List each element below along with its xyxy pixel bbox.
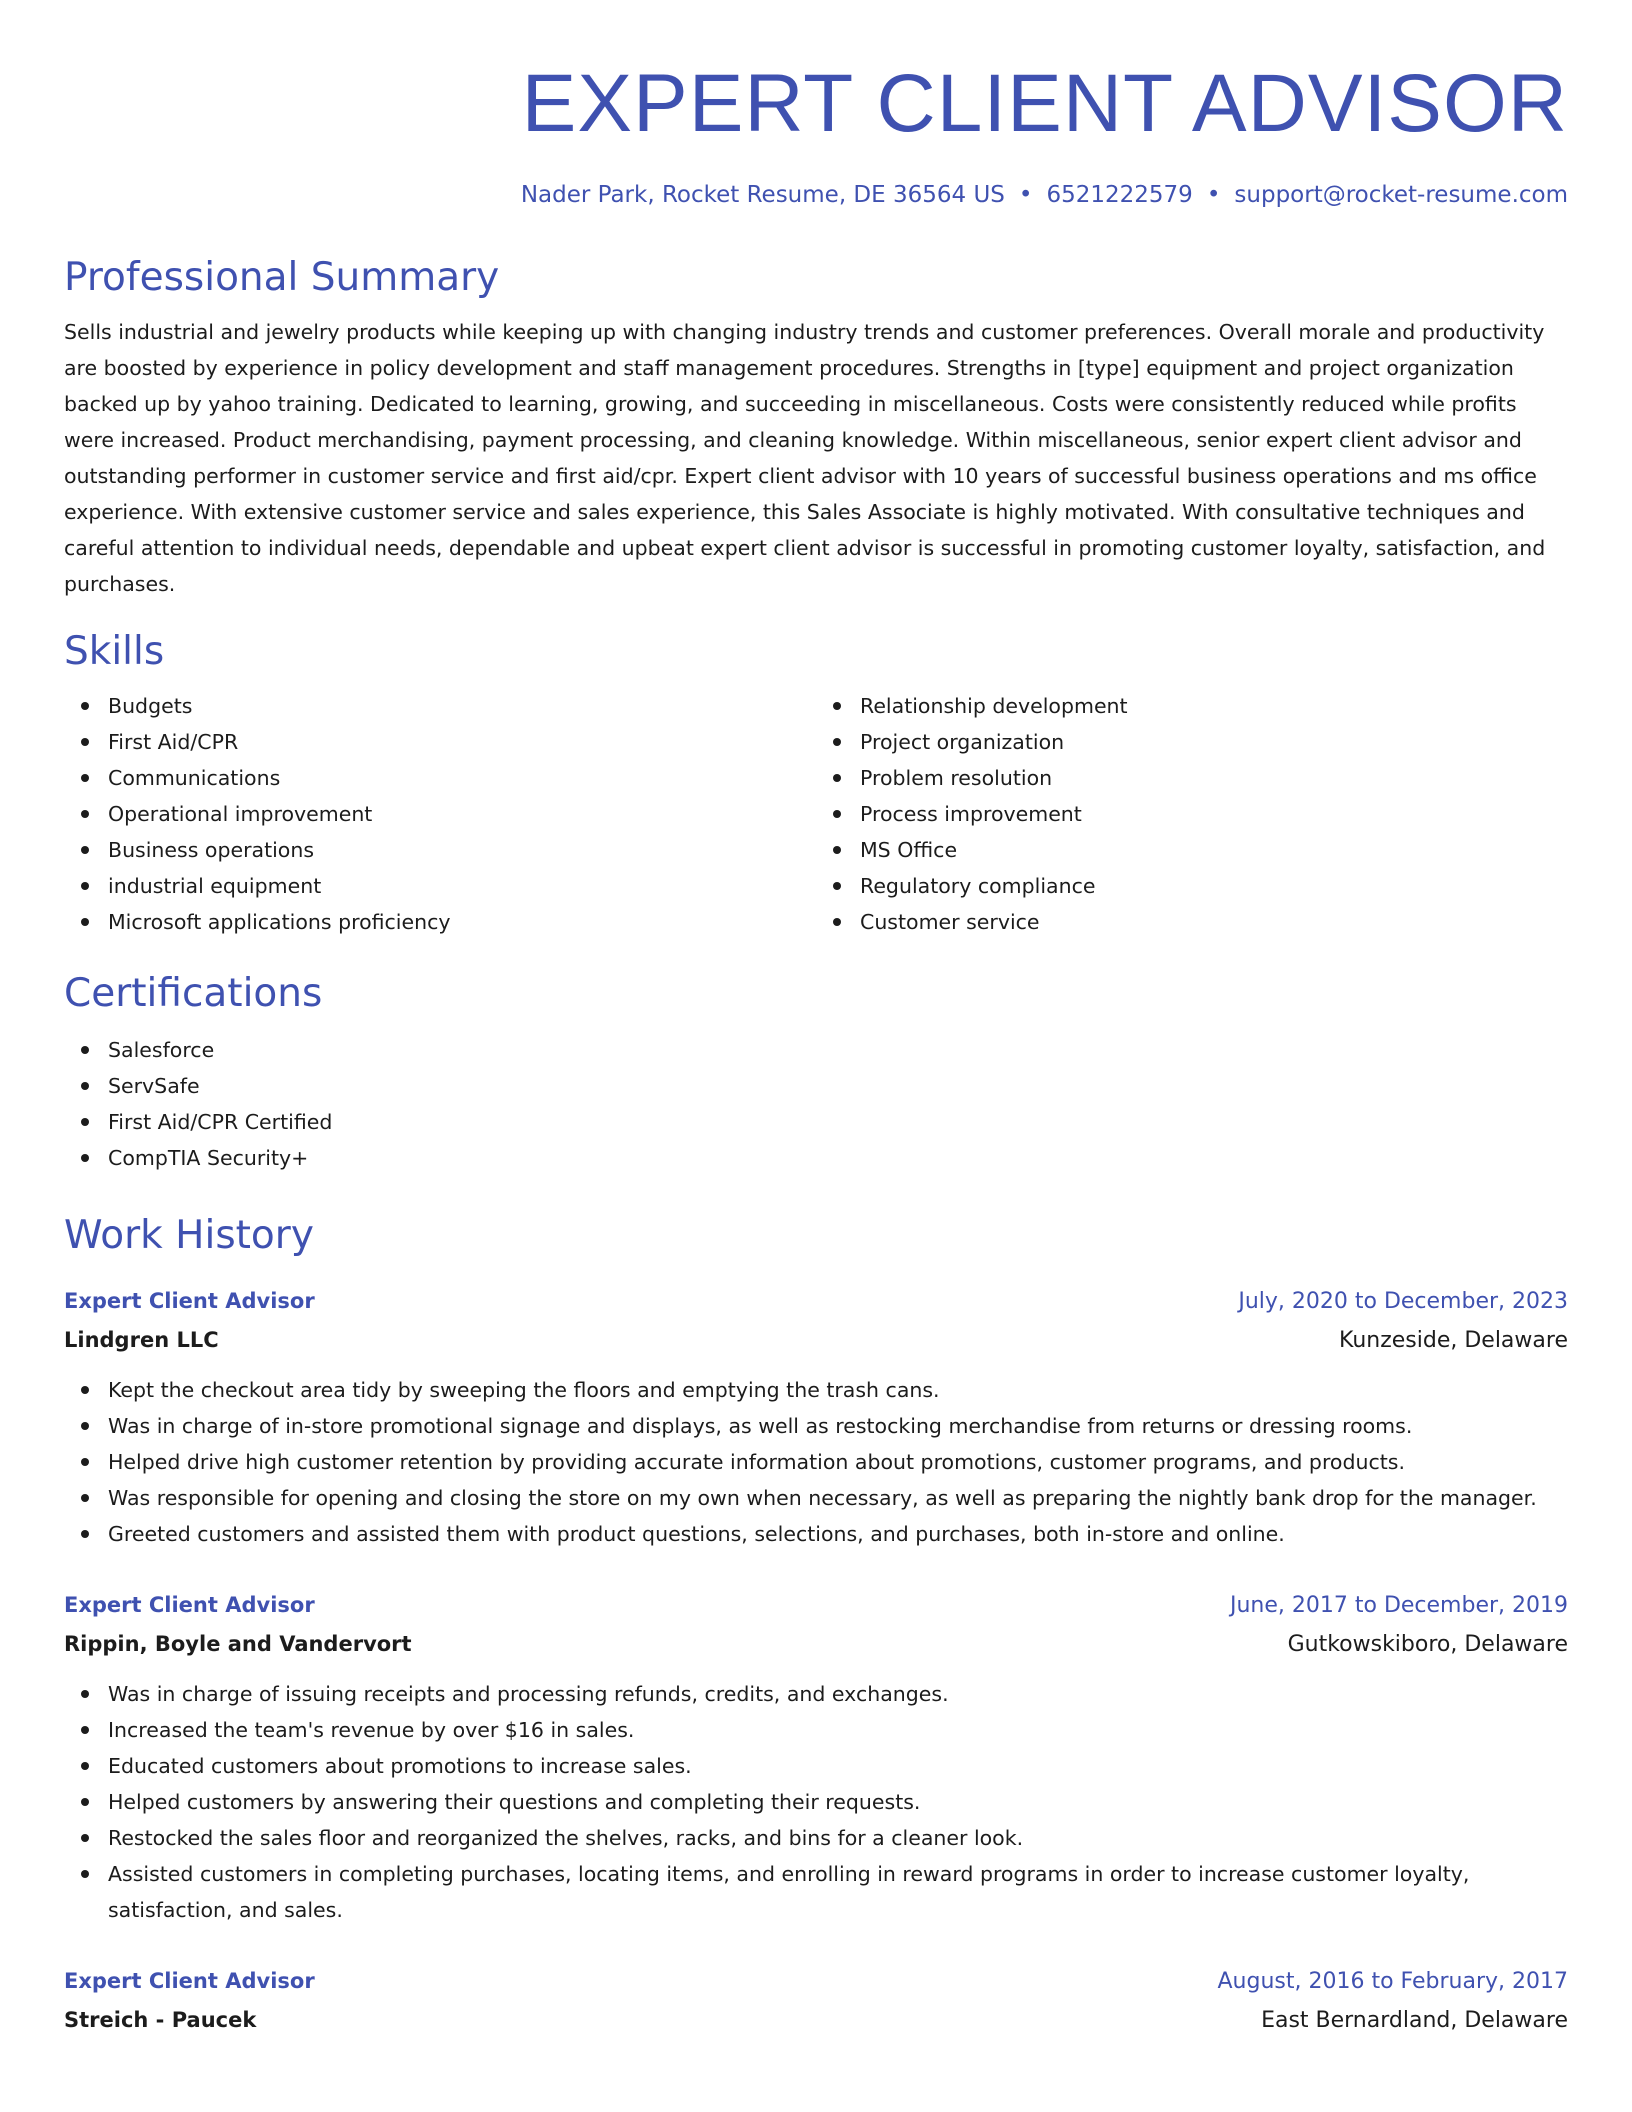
job-company: Lindgren LLC <box>64 1328 219 1352</box>
job-title: Expert Client Advisor <box>64 1969 315 1993</box>
skill-item: Process improvement <box>860 796 1568 832</box>
job-title: Expert Client Advisor <box>64 1289 315 1313</box>
job-bullet: Helped drive high customer retention by providing accurate information about promotions, customer programs, and products. <box>108 1444 1568 1480</box>
job-bullet: Assisted customers in completing purchases, locating items, and enrolling in reward programs in order to increase customer loyalty, satisfaction, and sales. <box>108 1856 1568 1928</box>
certification-item: First Aid/CPR Certified <box>108 1104 1568 1140</box>
job-location: East Bernardland, Delaware <box>1261 2008 1568 2033</box>
job-bullet: Kept the checkout area tidy by sweeping the floors and emptying the trash cans. <box>108 1372 1568 1408</box>
resume-page <box>64 0 1568 2040</box>
skills-column-left <box>64 688 816 940</box>
certifications-heading: Certifications <box>64 971 323 1016</box>
job-entry <box>64 1282 1568 1552</box>
job-bullets <box>64 1372 1568 1552</box>
job-company: Streich - Paucek <box>64 2008 257 2032</box>
summary-heading: Professional Summary <box>64 255 500 300</box>
job-dates: June, 2017 to December, 2019 <box>1229 1593 1568 1618</box>
summary-text: Sells industrial and jewelry products while keeping up with changing industry trends and customer preferences. Overall morale and productivity are boosted by experience in policy development and staff management procedures. Strengths in [type] equipment and project organization backed up by yahoo training. Dedicated to learning, growing, and succeeding in miscellaneous. Costs were consistently reduced while profits were increased. Product merchandising, payment processing, and cleaning knowledge. Within miscellaneous, senior expert client advisor and outstanding performer in customer service and first aid/cpr. Expert client advisor with 10 years of successful business operations and ms office experience. With extensive customer service and sales experience, this Sales Associate is highly motivated. With consultative techniques and careful attention to individual needs, dependable and upbeat expert client advisor is successful in promoting customer loyalty, satisfaction, and purchases. <box>64 320 1546 596</box>
skill-item: MS Office <box>860 832 1568 868</box>
contact-phone[interactable]: 6521222579 <box>1046 182 1193 208</box>
job-bullets <box>64 1676 1568 1928</box>
certification-item: ServSafe <box>108 1068 1568 1104</box>
job-bullet: Helped customers by answering their questions and completing their requests. <box>108 1784 1568 1820</box>
job-dates: July, 2020 to December, 2023 <box>1238 1289 1568 1314</box>
contact-email[interactable]: support@rocket-resume.com <box>1234 182 1568 208</box>
skill-item: Relationship development <box>860 688 1568 724</box>
skill-item: Communications <box>108 760 816 796</box>
job-bullet: Was responsible for opening and closing the store on my own when necessary, as well as preparing the nightly bank drop for the manager. <box>108 1480 1568 1516</box>
job-location: Kunzeside, Delaware <box>1338 1328 1568 1353</box>
skill-item: Microsoft applications proficiency <box>108 904 816 940</box>
skill-item: Operational improvement <box>108 796 816 832</box>
skill-item: Budgets <box>108 688 816 724</box>
job-entry <box>64 1586 1568 1928</box>
job-bullet: Greeted customers and assisted them with product questions, selections, and purchases, both in-store and online. <box>108 1516 1568 1552</box>
job-bullet: Restocked the sales floor and reorganized the shelves, racks, and bins for a cleaner look. <box>108 1820 1568 1856</box>
skill-item: Regulatory compliance <box>860 868 1568 904</box>
skill-item: industrial equipment <box>108 868 816 904</box>
certification-item: Salesforce <box>108 1032 1568 1068</box>
skills-column-right <box>816 688 1568 940</box>
job-entry <box>64 1962 1568 2040</box>
contact-line <box>64 180 1568 210</box>
certification-item: CompTIA Security+ <box>108 1140 1568 1176</box>
work-history-heading: Work History <box>64 1213 314 1258</box>
job-bullet: Was in charge of in-store promotional signage and displays, as well as restocking merchandise from returns or dressing rooms. <box>108 1408 1568 1444</box>
job-title: Expert Client Advisor <box>64 1593 315 1617</box>
job-dates: August, 2016 to February, 2017 <box>1217 1969 1568 1994</box>
skills-list <box>64 688 1568 940</box>
skills-heading: Skills <box>64 629 165 674</box>
skill-item: Customer service <box>860 904 1568 940</box>
contact-separator: • <box>1206 182 1221 208</box>
skill-item: Business operations <box>108 832 816 868</box>
contact-address: Nader Park, Rocket Resume, DE 36564 US <box>520 182 1005 208</box>
job-company: Rippin, Boyle and Vandervort <box>64 1632 412 1656</box>
job-bullet: Educated customers about promotions to increase sales. <box>108 1748 1568 1784</box>
skill-item: Problem resolution <box>860 760 1568 796</box>
job-bullet: Was in charge of issuing receipts and processing refunds, credits, and exchanges. <box>108 1676 1568 1712</box>
skill-item: First Aid/CPR <box>108 724 816 760</box>
certifications-list <box>64 1032 1568 1176</box>
job-bullet: Increased the team's revenue by over $16 in sales. <box>108 1712 1568 1748</box>
job-location: Gutkowskiboro, Delaware <box>1287 1632 1568 1657</box>
skill-item: Project organization <box>860 724 1568 760</box>
resume-name: EXPERT CLIENT ADVISOR <box>521 58 1568 149</box>
contact-separator: • <box>1018 182 1033 208</box>
